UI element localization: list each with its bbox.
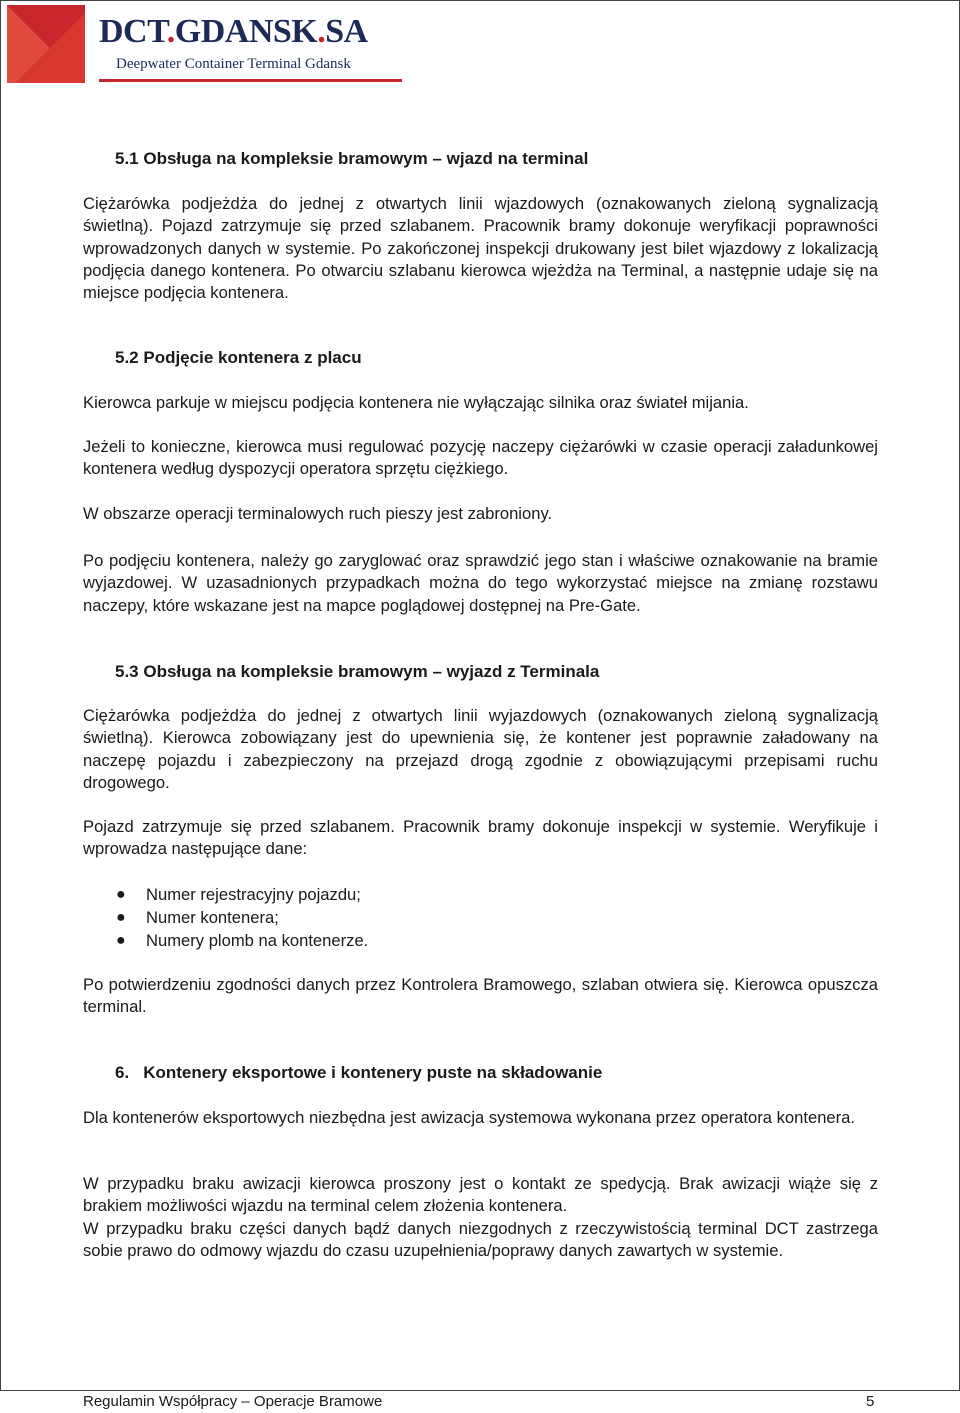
section-5-3-paragraph-1: Ciężarówka podjeżdża do jednej z otwartych linii wyjazdowych (oznakowanych zieloną sygnalizacją świetlną). Kierowca zobowiązany jest do upewnienia się, że kontener jest poprawnie załadowany na naczepę pojazdu i zabezpieczony na przejazd drogą zgodnie z obowiązującymi przepisami ruchu drogowego.: [83, 706, 878, 792]
section-5-1-heading: 5.1 Obsługa na kompleksie bramowym – wjazd na terminal: [115, 149, 589, 168]
section-5-1-paragraph: Ciężarówka podjeżdża do jednej z otwartych linii wjazdowych (oznakowanych zieloną sygnalizacją świetlną). Pojazd zatrzymuje się przed szlabanem. Pracownik bramy dokonuje weryfikacji poprawności wprowadzonych danych w systemie. Po zakończonej inspekcji drukowany jest bilet wjazdowy z lokalizacją podjęcia danego kontenera. Po otwarciu szlabanu kierowca wjeżdża na Terminal, a następnie udaje się na miejsce podjęcia kontenera.: [83, 194, 878, 303]
logo-underline: [99, 79, 402, 82]
section-5-2-heading: 5.2 Podjęcie kontenera z placu: [115, 348, 362, 367]
section-5-3-heading: 5.3 Obsługa na kompleksie bramowym – wyjazd z Terminala: [115, 662, 600, 681]
section-5-3-paragraph-3: Po potwierdzeniu zgodności danych przez Kontrolera Bramowego, szlaban otwiera się. Kierowca opuszcza terminal.: [83, 975, 878, 1017]
section-5-2-paragraph-3: W obszarze operacji terminalowych ruch pieszy jest zabroniony.: [83, 504, 553, 523]
footer-document-title: Regulamin Współpracy – Operacje Bramowe: [83, 1393, 383, 1410]
list-item: ● Numer kontenera;: [116, 908, 279, 927]
list-item: ● Numer rejestracyjny pojazdu;: [116, 885, 361, 904]
bullet-icon: ●: [116, 909, 126, 926]
section-5-2-paragraph-1: Kierowca parkuje w miejscu podjęcia kontenera nie wyłączając silnika oraz świateł mijania.: [83, 393, 749, 412]
section-6-paragraph-3: W przypadku braku części danych bądź danych niezgodnych z rzeczywistością terminal DCT zastrzega sobie prawo do odmowy wjazdu do czasu uzupełnienia/poprawy danych zawartych w systemie.: [83, 1219, 878, 1261]
logo-subtitle: Deepwater Container Terminal Gdansk: [116, 56, 351, 72]
company-logo: [7, 5, 402, 85]
verification-data-list: [83, 883, 878, 952]
section-5-2-paragraph-2: Jeżeli to konieczne, kierowca musi regulować pozycję naczepy ciężarówki w czasie operacji załadunkowej kontenera według dyspozycji operatora sprzętu ciężkiego.: [83, 437, 878, 479]
section-6-paragraph-1: Dla kontenerów eksportowych niezbędna jest awizacja systemowa wykonana przez operatora kontenera.: [83, 1108, 856, 1127]
section-6-paragraph-2: W przypadku braku awizacji kierowca proszony jest o kontakt ze spedycją. Brak awizacji wiąże się z brakiem możliwości wjazdu na terminal celem złożenia kontenera.: [83, 1174, 878, 1216]
bullet-icon: ●: [116, 932, 126, 949]
bullet-icon: ●: [116, 886, 126, 903]
section-6-heading: 6. Kontenery eksportowe i kontenery puste na składowanie: [115, 1063, 603, 1082]
logo-wordmark: DCT.GDANSK.SA: [99, 13, 368, 50]
logo-emblem-icon: [7, 5, 85, 83]
section-5-3-paragraph-2: Pojazd zatrzymuje się przed szlabanem. Pracownik bramy dokonuje inspekcji w systemie. Weryfikuje i wprowadza następujące dane:: [83, 817, 878, 859]
footer-page-number: 5: [866, 1393, 875, 1410]
list-item: ● Numery plomb na kontenerze.: [116, 931, 369, 950]
section-5-2-paragraph-4: Po podjęciu kontenera, należy go zaryglować oraz sprawdzić jego stan i właściwe oznakowanie na bramie wyjazdowej. W uzasadnionych przypadkach można do tego wykorzystać miejsce na zmianę rozstawu naczepy, które wskazane jest na mapce poglądowej dostępnej na Pre-Gate.: [83, 551, 878, 615]
